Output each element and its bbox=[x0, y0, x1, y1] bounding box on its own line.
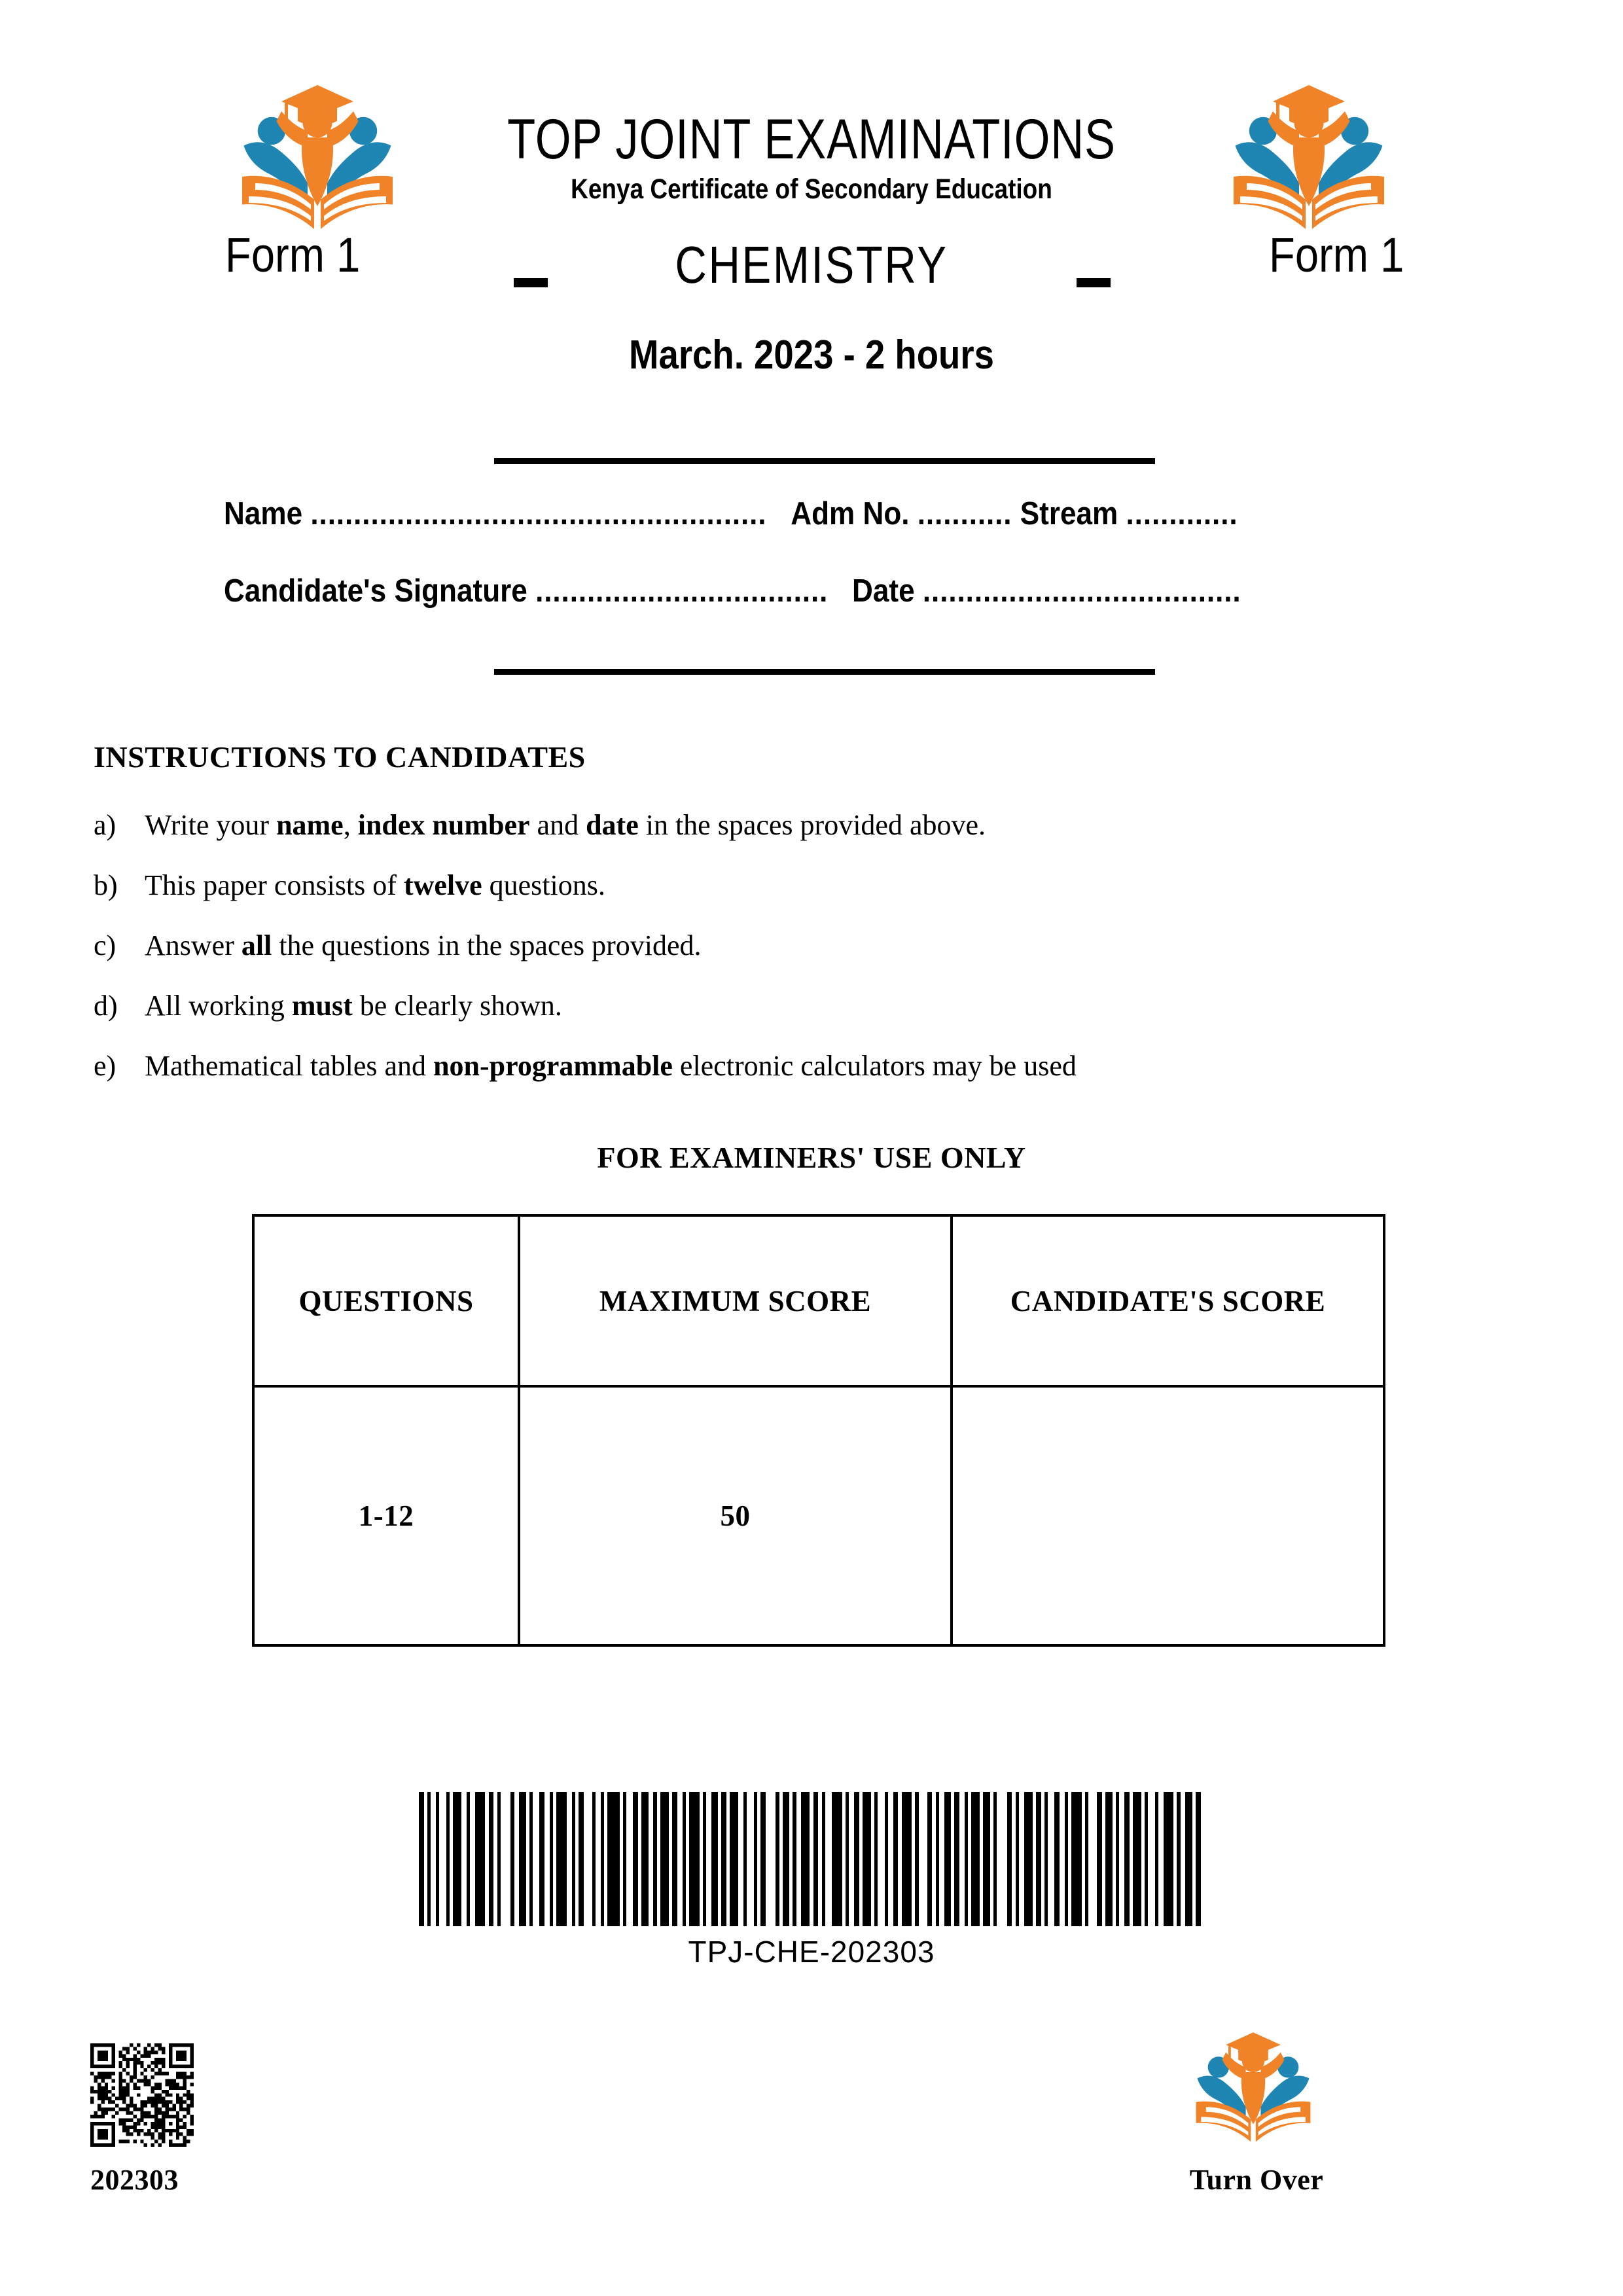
signature-label: Candidate's Signature bbox=[224, 573, 527, 609]
table-row bbox=[253, 1386, 1384, 1645]
adm-no-input-line[interactable]: ........... bbox=[917, 496, 1012, 531]
instruction-item-a bbox=[94, 795, 1468, 855]
barcode-icon bbox=[419, 1792, 1204, 1926]
examiners-score-table bbox=[252, 1214, 1385, 1647]
form-level-right: Form 1 bbox=[1269, 228, 1404, 282]
qr-code-icon bbox=[90, 2043, 194, 2147]
stream-input-line[interactable]: ............. bbox=[1126, 496, 1238, 531]
paper-date-duration: March. 2023 - 2 hours bbox=[629, 332, 994, 378]
exam-subtitle: Kenya Certificate of Secondary Education bbox=[571, 173, 1052, 205]
top-joint-examinations-logo-icon bbox=[236, 72, 399, 236]
instruction-text: Mathematical tables and non-programmable electronic calculators may be used bbox=[145, 1050, 1077, 1082]
table-header-row bbox=[253, 1215, 1384, 1386]
instruction-marker: d) bbox=[94, 990, 118, 1022]
exam-title: TOP JOINT EXAMINATIONS bbox=[507, 108, 1116, 171]
instruction-item-d bbox=[94, 976, 1468, 1036]
instruction-marker: c) bbox=[94, 929, 116, 961]
instruction-text: Answer all the questions in the spaces provided. bbox=[145, 929, 702, 961]
top-joint-examinations-logo-icon bbox=[1227, 72, 1391, 236]
header-divider-top bbox=[494, 458, 1155, 464]
header-divider-bottom bbox=[494, 669, 1155, 675]
instruction-item-c bbox=[94, 916, 1468, 976]
barcode-value: TPJ-CHE-202303 bbox=[688, 1935, 935, 1969]
form-level-left: Form 1 bbox=[225, 228, 361, 282]
instruction-text: Write your name, index number and date in the spaces provided above. bbox=[145, 809, 986, 841]
instruction-item-b bbox=[94, 855, 1468, 916]
cell-maximum-score: 50 bbox=[519, 1386, 952, 1645]
subject-name: CHEMISTRY bbox=[675, 236, 948, 294]
examiners-use-only-heading: FOR EXAMINERS' USE ONLY bbox=[597, 1141, 1026, 1174]
candidate-name-row bbox=[0, 495, 1461, 573]
date-input-line[interactable]: ..................................... bbox=[922, 573, 1241, 609]
name-input-line[interactable]: ..................................................... bbox=[310, 496, 767, 531]
stream-label: Stream bbox=[1020, 496, 1118, 531]
cell-candidate-score[interactable] bbox=[952, 1386, 1384, 1645]
instruction-marker: e) bbox=[94, 1050, 116, 1082]
top-joint-examinations-logo-icon bbox=[1191, 2022, 1315, 2147]
adm-no-label: Adm No. bbox=[791, 496, 910, 531]
signature-input-line[interactable]: .................................. bbox=[535, 573, 829, 609]
subject-title-row bbox=[0, 221, 1623, 417]
name-label: Name bbox=[224, 496, 303, 531]
instructions-heading: INSTRUCTIONS TO CANDIDATES bbox=[94, 740, 586, 774]
instruction-text: This paper consists of twelve questions. bbox=[145, 869, 605, 901]
instruction-marker: b) bbox=[94, 869, 118, 901]
dash-right-icon bbox=[1077, 278, 1111, 287]
instruction-marker: a) bbox=[94, 809, 116, 841]
column-header-candidate-score: CANDIDATE'S SCORE bbox=[952, 1215, 1384, 1386]
candidate-signature-row bbox=[0, 573, 1461, 650]
instruction-text: All working must be clearly shown. bbox=[145, 990, 562, 1022]
barcode-block bbox=[0, 1784, 1623, 1969]
candidate-fields bbox=[0, 495, 1623, 650]
instructions-list bbox=[94, 795, 1468, 1096]
column-header-questions: QUESTIONS bbox=[253, 1215, 519, 1386]
column-header-maximum-score: MAXIMUM SCORE bbox=[519, 1215, 952, 1386]
paper-code-label: 202303 bbox=[90, 2164, 179, 2196]
cell-questions-range: 1-12 bbox=[253, 1386, 519, 1645]
instruction-item-e bbox=[94, 1036, 1468, 1096]
turn-over-label: Turn Over bbox=[1189, 2164, 1324, 2196]
date-label: Date bbox=[852, 573, 915, 609]
